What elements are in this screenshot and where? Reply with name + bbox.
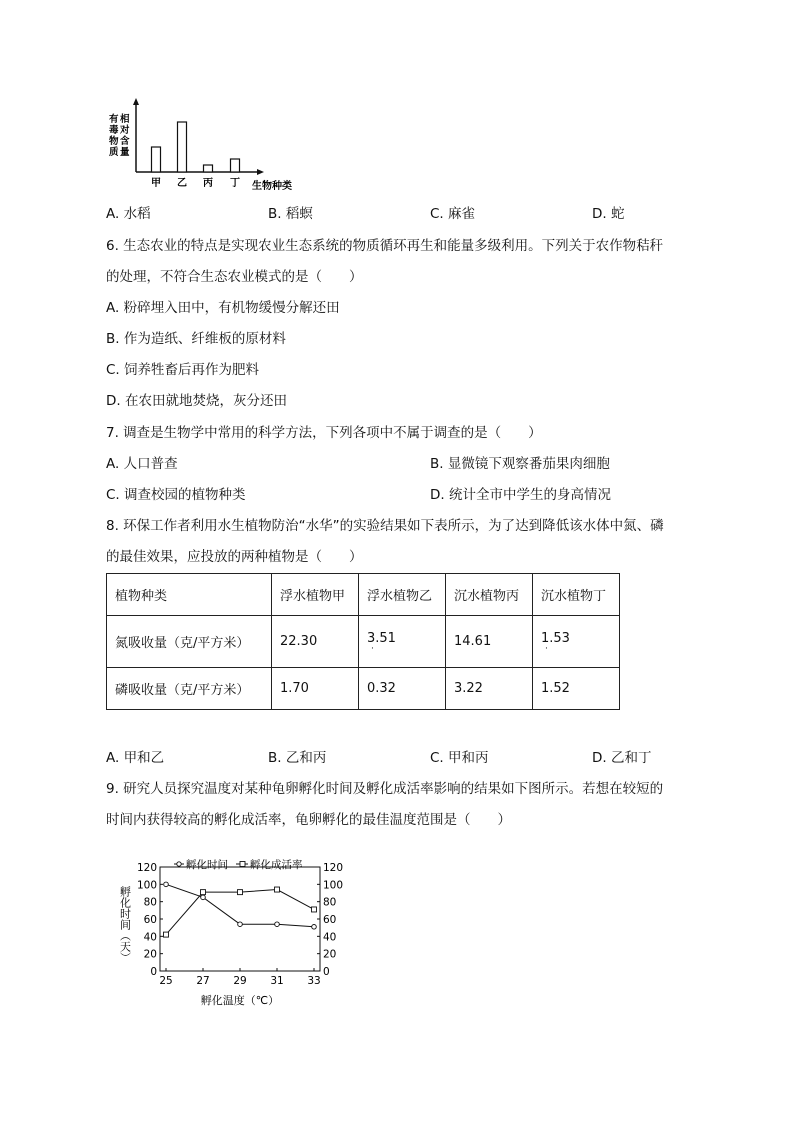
q8-th-0: 植物种类 — [107, 574, 272, 616]
q9-x-tick-label: 29 — [233, 975, 247, 987]
q7-option-d[interactable]: D. 统计全市中学生的身高情况 — [430, 487, 611, 503]
q9-left-tick-label: 100 — [136, 879, 157, 892]
q5-cat-3: 丁 — [230, 178, 240, 189]
q9-rate-point — [312, 907, 317, 912]
q5-bar-chart — [104, 96, 314, 196]
q5-cat-1: 乙 — [177, 178, 187, 189]
q7-option-c[interactable]: C. 调查校园的植物种类 — [106, 487, 246, 503]
q5-option-c[interactable]: C. 麻雀 — [430, 206, 476, 222]
q8-cell-0-2 — [359, 616, 446, 668]
q8-option-d[interactable]: D. 乙和丁 — [592, 750, 652, 766]
q9-left-tick-label: 20 — [143, 948, 157, 961]
q8-th-1: 浮水植物甲 — [272, 574, 359, 616]
q5-ylabel-char: 量 — [120, 147, 130, 158]
q5-option-d[interactable]: D. 蛇 — [592, 206, 625, 222]
q9-right-tick-label: 0 — [323, 966, 330, 978]
q5-cat-2: 丙 — [203, 178, 213, 189]
q8-table-header-row — [107, 574, 620, 616]
q8-cell-1-4: 1.52 — [533, 668, 620, 710]
q8-table — [106, 573, 620, 710]
q5-option-b[interactable]: B. 稻螟 — [268, 206, 313, 222]
q9-rate-point — [275, 887, 280, 892]
q8-th-4: 沉水植物丁 — [533, 574, 620, 616]
q9-time-point — [312, 925, 317, 930]
q9-right-tick-label: 20 — [323, 948, 337, 961]
q7-option-a[interactable]: A. 人口普查 — [106, 456, 178, 472]
q5-ylabel-char: 相 — [120, 114, 130, 125]
q8-cell-1-1: 1.70 — [272, 668, 359, 710]
q6-option-b[interactable]: B. 作为造纸、纤维板的原材料 — [106, 331, 286, 347]
q9-stem-line2: 时间内获得较高的孵化成活率，龟卵孵化的最佳温度范围是（ ） — [106, 812, 511, 828]
q9-legend-rate: 孵化成活率 — [250, 859, 303, 871]
q9-stem-line1: 9. 研究人员探究温度对某种龟卵孵化时间及孵化成活率影响的结果如下图所示。若想在较短的 — [106, 781, 664, 797]
q6-stem-line2: 的处理，不符合生态农业模式的是（ ） — [106, 269, 363, 285]
q8-stem-line2: 的最佳效果，应投放的两种植物是（ ） — [106, 549, 363, 565]
q8-cell-0-2-value: 3.51 — [367, 631, 396, 646]
q6-option-a[interactable]: A. 粉碎埋入田中，有机物缓慢分解还田 — [106, 300, 340, 316]
q9-right-tick-label: 80 — [323, 896, 337, 909]
q9-x-tick-label: 25 — [159, 975, 173, 987]
q9-left-tick-label: 60 — [143, 914, 157, 926]
q9-legend-time: 孵化时间 — [186, 859, 228, 871]
q9-line-chart — [112, 856, 362, 1012]
q8-cell-1-2: 0.32 — [359, 668, 446, 710]
q9-left-tick-label: 80 — [143, 896, 157, 909]
q9-x-tick-label: 31 — [270, 975, 284, 987]
q5-bars — [152, 122, 240, 172]
q8-cell-0-1: 22.30 — [272, 616, 359, 668]
q9-ylabel-left: 孵化时间（天） — [118, 886, 132, 963]
q9-left-tick-label: 40 — [143, 931, 157, 944]
q5-option-a[interactable]: A. 水稻 — [106, 206, 151, 222]
q5-ylabel-char: 对 — [120, 125, 130, 136]
q8-option-b[interactable]: B. 乙和丙 — [268, 750, 327, 766]
stray-dot: · — [371, 644, 374, 654]
q5-bar-2 — [204, 165, 213, 172]
q9-time-point — [275, 922, 280, 927]
q8-cell-1-3: 3.22 — [446, 668, 533, 710]
q8-option-c[interactable]: C. 甲和丙 — [430, 750, 489, 766]
q9-rate-point — [238, 890, 243, 895]
q8-cell-0-4-value: 1.53 — [541, 631, 570, 646]
q9-x-tick-label: 27 — [196, 975, 210, 987]
q5-ylabel-char: 质 — [109, 147, 119, 158]
q8-cell-0-0: 氮吸收量（克/平方米） — [107, 616, 272, 668]
q9-time-point — [238, 922, 243, 927]
q8-table-row — [107, 616, 620, 668]
q7-stem: 7. 调查是生物学中常用的科学方法，下列各项中不属于调查的是（ ） — [106, 425, 542, 441]
q7-option-b[interactable]: B. 显微镜下观察番茄果肉细胞 — [430, 456, 610, 472]
q6-stem-line1: 6. 生态农业的特点是实现农业生态系统的物质循环再生和能量多级利用。下列关于农作物秸秆 — [106, 238, 664, 254]
q9-right-tick-label: 60 — [323, 914, 337, 926]
q5-ylabel-char: 有 — [109, 114, 119, 125]
q8-cell-0-3: 14.61 — [446, 616, 533, 668]
q9-xlabel: 孵化温度（℃） — [200, 994, 280, 1007]
q6-option-d[interactable]: D. 在农田就地焚烧，灰分还田 — [106, 393, 287, 409]
q5-ylabel-char: 物 — [109, 136, 119, 147]
q6-option-c[interactable]: C. 饲养牲畜后再作为肥料 — [106, 362, 260, 378]
q9-time-point — [201, 895, 206, 900]
q8-cell-0-4 — [533, 616, 620, 668]
stray-dot: · — [545, 644, 548, 654]
q5-cat-0: 甲 — [151, 178, 161, 189]
q9-right-tick-label: 100 — [323, 879, 344, 892]
q9-left-tick-label: 0 — [150, 966, 157, 978]
q9-x-tick-label: 33 — [307, 975, 321, 987]
q5-ylabel-char: 毒 — [109, 125, 119, 136]
q8-th-3: 沉水植物丙 — [446, 574, 533, 616]
q8-th-2: 浮水植物乙 — [359, 574, 446, 616]
q8-stem-line1: 8. 环保工作者利用水生植物防治“水华”的实验结果如下表所示，为了达到降低该水体中氮、磷 — [106, 518, 664, 534]
q9-right-tick-label: 40 — [323, 931, 337, 944]
q5-bar-3 — [231, 159, 240, 172]
q5-xlabel: 生物种类 — [252, 181, 292, 192]
q5-bar-1 — [178, 122, 187, 172]
q9-right-tick-label: 120 — [323, 862, 344, 874]
q9-left-tick-label: 120 — [136, 862, 157, 874]
q5-ylabel-char: 含 — [120, 136, 130, 147]
q9-rate-point — [201, 890, 206, 895]
q8-table-row — [107, 668, 620, 710]
q9-series-rate-line — [166, 890, 314, 935]
q8-option-a[interactable]: A. 甲和乙 — [106, 750, 165, 766]
q9-rate-point — [164, 932, 169, 937]
q9-time-point — [164, 882, 169, 887]
q8-cell-1-0: 磷吸收量（克/平方米） — [107, 668, 272, 710]
q5-bar-0 — [152, 147, 161, 172]
